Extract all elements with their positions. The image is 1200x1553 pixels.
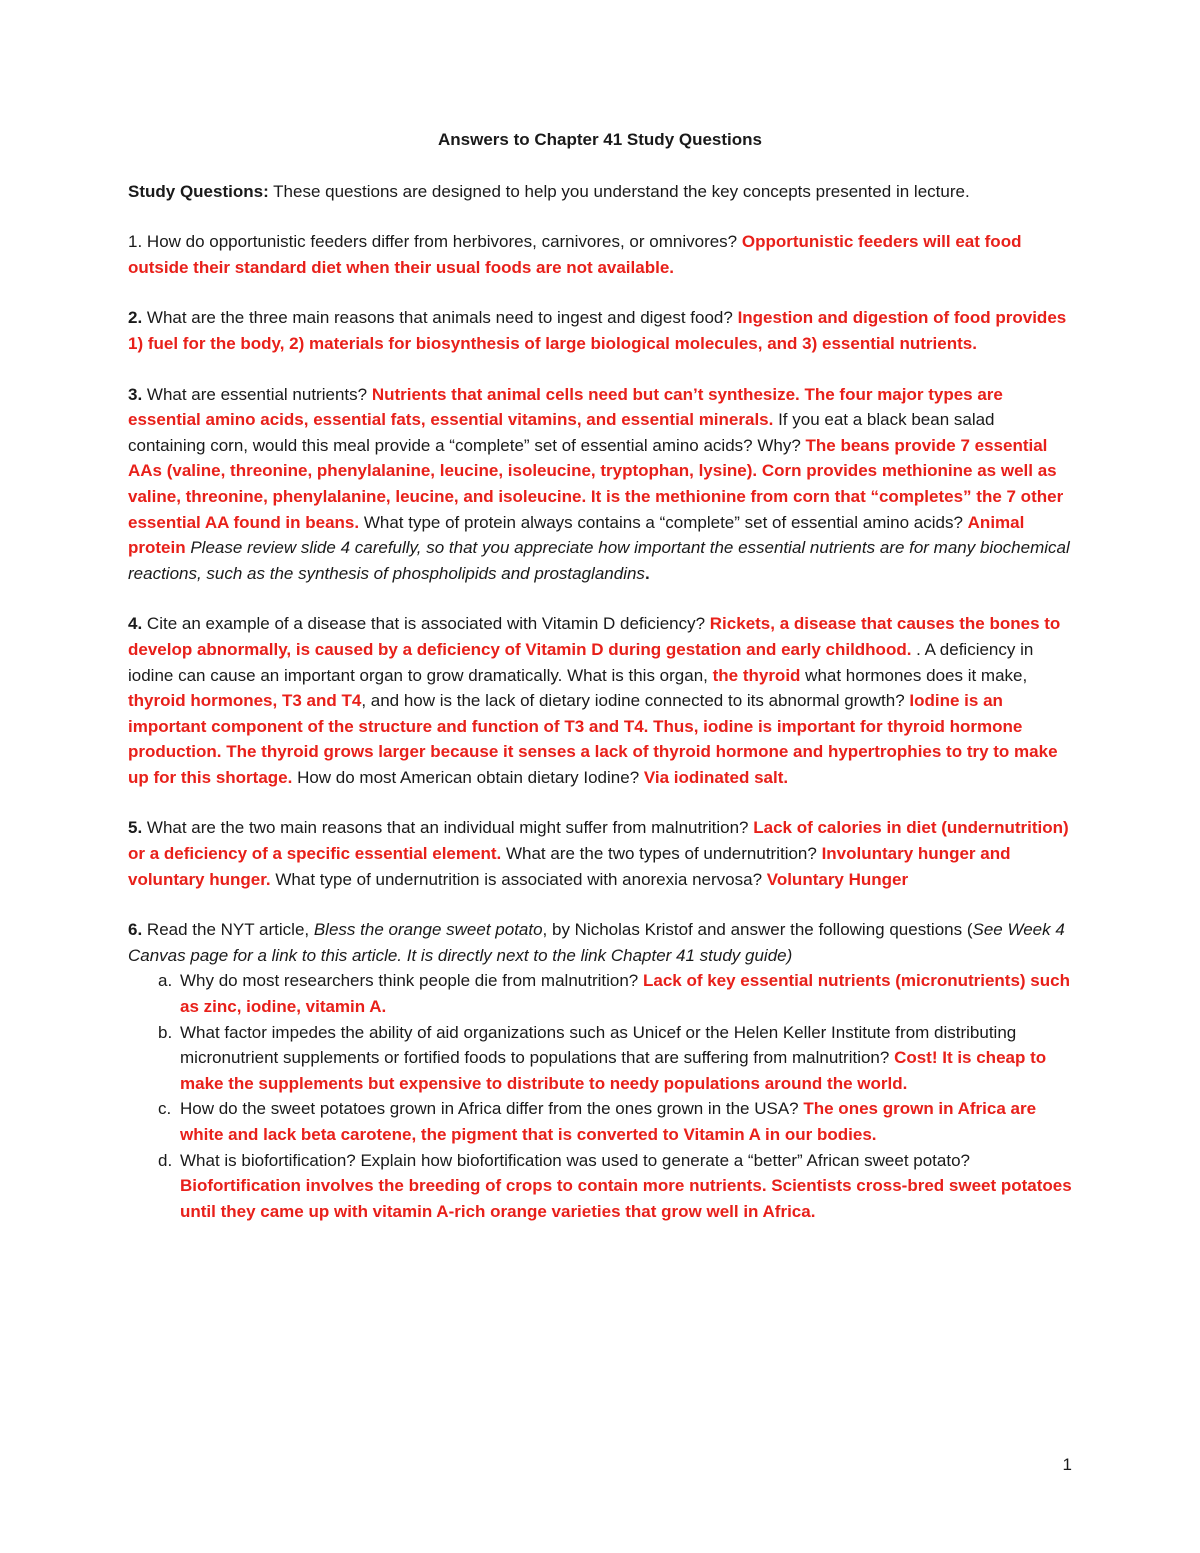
question-1 (128, 229, 1072, 280)
q3-answer-1: Nutrients that animal cells need but can’t synthesize. The four major types are essential amino acids, essential fats, essential vitamins, and essential minerals. (128, 384, 1003, 430)
q2-answer: Ingestion and digestion of food provides 1) fuel for the body, 2) materials for biosynthesis of large biological molecules, and 3) essential nutrients. (128, 308, 1067, 353)
q3-question-3: What type of protein always contains a “complete” set of essential amino acids? (359, 512, 968, 532)
q5-number: 5. (128, 818, 143, 838)
q4-answer-4: Iodine is an important component of the structure and function of T3 and T4. Thus, iodine is important for thyroid hormone production. The thyroid grows larger because it senses a lack of thyroid hormone and hypertrophies to try to make up for this shortage. (128, 691, 1058, 787)
q6-item-marker: c. (158, 1099, 172, 1119)
q6-item-marker: d. (158, 1150, 173, 1170)
q6-item-marker: b. (158, 1022, 173, 1042)
q6-text-2: , by Nicholas Kristof and answer the following questions ( (542, 920, 973, 940)
q4-question-3: what hormones does it make, (800, 665, 1028, 685)
q5-question-3: What type of undernutrition is associated with anorexia nervosa? (270, 869, 767, 889)
q6-item-c (128, 1096, 1072, 1147)
q3-number: 3. (128, 384, 143, 404)
q5-answer-1: Lack of calories in diet (undernutrition) or a deficiency of a specific essential element. (128, 818, 1069, 864)
q6-intro (128, 917, 1072, 968)
q5-question-1: What are the two main reasons that an individual might suffer from malnutrition? (142, 818, 754, 838)
q6-item-answer: The ones grown in Africa are white and lack beta carotene, the pigment that is converted to Vitamin A in our bodies. (180, 1099, 1037, 1144)
q6-note: See Week 4 Canvas page for a link to this article. It is directly next to the link Chapter 41 study guide) (128, 920, 1065, 965)
question-5 (128, 815, 1072, 892)
q2-question: What are the three main reasons that animals need to ingest and digest food? (142, 308, 738, 328)
q6-item-marker: a. (158, 971, 173, 991)
q4-answer-5: Via iodinated salt. (643, 767, 789, 787)
q6-number: 6. (128, 920, 143, 940)
question-2 (128, 305, 1072, 356)
q6-item-d (128, 1148, 1072, 1225)
q4-answer-2: the thyroid (712, 665, 801, 685)
q4-question-2: . A deficiency in iodine can cause an important organ to grow dramatically. What is this organ, (128, 639, 1034, 685)
document-title: Answers to Chapter 41 Study Questions (437, 130, 762, 149)
q1-answer: Opportunistic feeders will eat food outside their standard diet when their usual foods are not available. (128, 232, 1022, 277)
q6-item-question: What is biofortification? Explain how biofortification was used to generate a “better” African sweet potato? (180, 1150, 970, 1170)
question-6 (128, 917, 1072, 1224)
intro-label: Study Questions: (128, 181, 269, 201)
q6-item-answer: Lack of key essential nutrients (micronutrients) such as zinc, iodine, vitamin A. (180, 971, 1070, 1017)
q5-question-2: What are the two types of undernutrition? (501, 844, 822, 864)
q6-article-title: Bless the orange sweet potato (313, 920, 543, 940)
q4-question-1: Cite an example of a disease that is associated with Vitamin D deficiency? (142, 614, 710, 634)
question-3 (128, 382, 1072, 587)
q3-note: Please review slide 4 carefully, so that you appreciate how important the essential nutrients are for many biochemical reactions, such as the synthesis of phospholipids and prostaglandins (128, 538, 1070, 583)
question-4 (128, 611, 1072, 790)
q6-item-b (128, 1020, 1072, 1097)
intro-text: These questions are designed to help you understand the key concepts presented in lecture. (268, 181, 970, 201)
q1-question: How do opportunistic feeders differ from herbivores, carnivores, or omnivores? (142, 232, 742, 252)
q6-item-a (128, 968, 1072, 1019)
q4-number: 4. (128, 614, 143, 634)
q3-answer-2: The beans provide 7 essential AAs (valine, threonine, phenylalanine, leucine, isoleucine, tryptophan, lysine). Corn provides methionine as well as valine, threonine, phenylalanine, leucine, and isoleucine. It is the methionine from corn that “completes” the 7 other essential AA found in beans. (128, 435, 1064, 532)
q6-subquestions (128, 968, 1072, 1224)
q4-question-5: How do most American obtain dietary Iodine? (292, 767, 644, 787)
q3-answer-3: Animal protein (128, 512, 1025, 558)
page-number: 1 (1062, 1455, 1072, 1474)
q1-number: 1. (128, 232, 143, 252)
q2-number: 2. (128, 308, 143, 328)
q6-item-question: Why do most researchers think people die from malnutrition? (180, 971, 643, 991)
q5-answer-2: Involuntary hunger and voluntary hunger. (128, 844, 1011, 889)
q6-item-answer: Cost! It is cheap to make the supplements but expensive to distribute to needy populations around the world. (180, 1048, 1047, 1093)
q5-answer-3: Voluntary Hunger (766, 869, 909, 889)
q3-question-1: What are essential nutrients? (142, 384, 372, 404)
q3-end: . (644, 563, 650, 583)
q6-text-1: Read the NYT article, (142, 920, 314, 940)
q6-item-answer: Biofortification involves the breeding of crops to contain more nutrients. Scientists cross-bred sweet potatoes until they came up with vitamin A-rich orange varieties that grow well in Africa. (180, 1176, 1072, 1221)
q6-item-question: How do the sweet potatoes grown in Africa differ from the ones grown in the USA? (180, 1099, 804, 1119)
q4-answer-1: Rickets, a disease that causes the bones to develop abnormally, is caused by a deficiency of Vitamin D during gestation and early childhood. (128, 614, 1061, 659)
intro-paragraph (128, 179, 1072, 205)
q4-answer-3: thyroid hormones, T3 and T4 (128, 691, 362, 711)
q4-question-4: , and how is the lack of dietary iodine connected to its abnormal growth? (361, 691, 910, 711)
q6-item-question: What factor impedes the ability of aid organizations such as Unicef or the Helen Keller Institute from distributing micronutrient supplements or fortified foods to populations that are suffering from malnutrition? (180, 1022, 1017, 1068)
q3-question-2: If you eat a black bean salad containing corn, would this meal provide a “complete” set of essential amino acids? Why? (128, 410, 995, 455)
